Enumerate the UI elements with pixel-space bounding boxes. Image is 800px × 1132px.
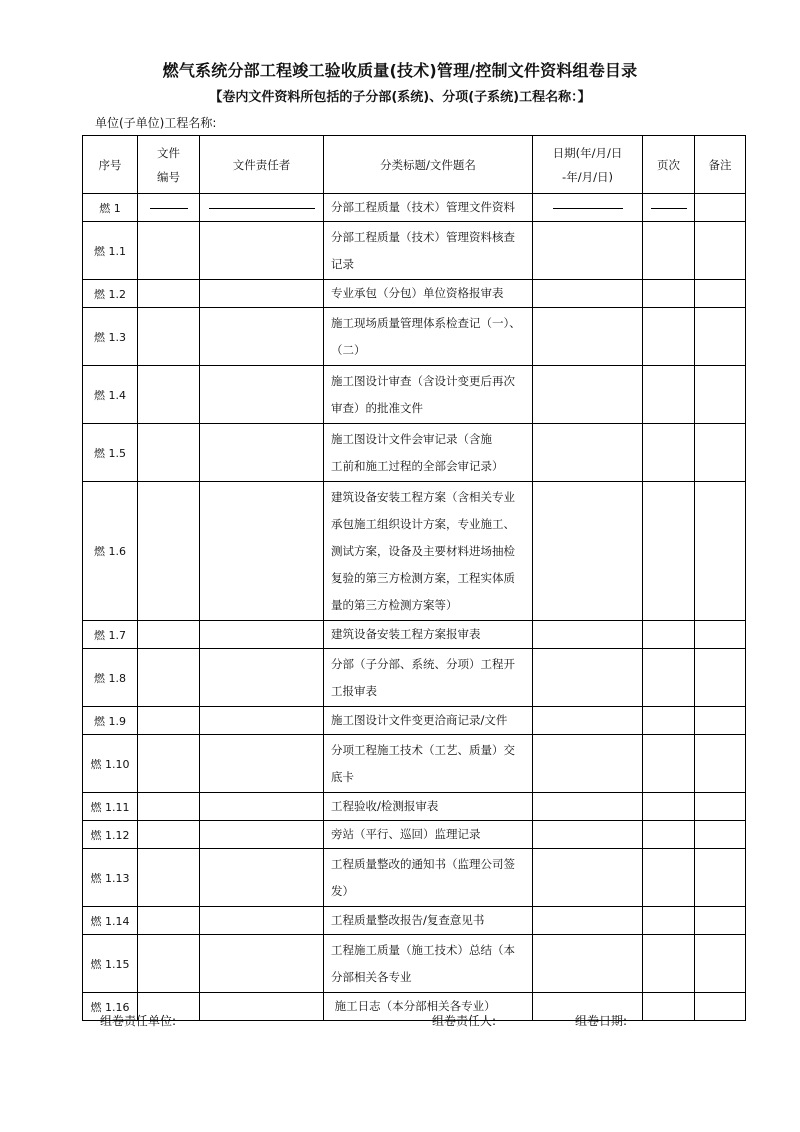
header-seq: 序号 (83, 136, 138, 194)
row-file-no (138, 194, 200, 222)
row-date (533, 935, 643, 993)
table-row (83, 621, 746, 649)
row-responsible (200, 366, 324, 424)
table-row (83, 707, 746, 735)
doc-title-line: 分部工程质量（技术）管理资料核查 (331, 229, 515, 244)
row-seq (83, 707, 138, 735)
doc-title-line: 建筑设备安装工程方案（含相关专业 (331, 489, 515, 504)
row-pages (643, 735, 695, 793)
row-file-no (138, 482, 200, 621)
doc-title-line: 工程质量整改报告/复查意见书 (331, 913, 485, 927)
row-seq (83, 424, 138, 482)
row-pages (643, 366, 695, 424)
doc-title-line: 发） (331, 883, 354, 898)
row-date (533, 707, 643, 735)
row-remarks (695, 621, 746, 649)
row-seq (83, 793, 138, 821)
row-date (533, 424, 643, 482)
row-pages (643, 907, 695, 935)
table-row (83, 308, 746, 366)
row-responsible (200, 194, 324, 222)
row-remarks (695, 308, 746, 366)
row-doc-title (324, 280, 533, 308)
row-date (533, 621, 643, 649)
table-row (83, 649, 746, 707)
doc-title-line: 分部（子分部、系统、分项）工程开 (331, 656, 515, 671)
row-pages (643, 482, 695, 621)
row-doc-title (324, 482, 533, 621)
row-seq-text: 燃 1 (99, 201, 121, 215)
table-row (83, 194, 746, 222)
row-date (533, 280, 643, 308)
row-pages (643, 222, 695, 280)
row-seq (83, 308, 138, 366)
row-pages (643, 649, 695, 707)
doc-title-line: 分部工程质量（技术）管理文件资料 (331, 200, 515, 214)
doc-title-line: 审查）的批准文件 (331, 400, 423, 415)
row-remarks (695, 907, 746, 935)
row-remarks (695, 194, 746, 222)
row-file-no (138, 793, 200, 821)
footer-date: 组卷日期: (575, 1014, 628, 1028)
row-seq (83, 849, 138, 907)
row-responsible (200, 907, 324, 935)
dash-line (553, 208, 623, 209)
row-doc-title (324, 621, 533, 649)
row-pages (643, 707, 695, 735)
row-responsible (200, 482, 324, 621)
table-row (83, 993, 746, 1021)
doc-title-line: 专业承包（分包）单位资格报审表 (331, 286, 504, 300)
row-file-no (138, 222, 200, 280)
row-seq-text: 燃 1.6 (94, 545, 126, 558)
header-file-no-line2: 编号 (157, 169, 180, 184)
row-remarks (695, 735, 746, 793)
row-seq (83, 735, 138, 793)
row-doc-title (324, 707, 533, 735)
header-date-line2: -年/月/日) (562, 169, 613, 184)
row-seq-text: 燃 1.12 (90, 828, 130, 842)
row-seq (83, 222, 138, 280)
doc-title-line: 测试方案，设备及主要材料进场抽检 (331, 543, 515, 558)
footer-responsible-unit: 组卷责任单位: (100, 1014, 177, 1028)
row-seq-text: 燃 1.15 (90, 957, 130, 971)
row-responsible (200, 735, 324, 793)
doc-title-line: 施工图设计审查（含设计变更后再次 (331, 373, 515, 388)
header-date (533, 136, 643, 194)
table-row (83, 793, 746, 821)
row-file-no (138, 735, 200, 793)
header-date-line1: 日期(年/月/日 (552, 145, 623, 160)
header-remarks: 备注 (695, 136, 746, 194)
doc-title-line: 工程施工质量（施工技术）总结（本 (331, 942, 515, 957)
row-remarks (695, 424, 746, 482)
row-date (533, 821, 643, 849)
dash-line (209, 208, 315, 209)
row-seq-text: 燃 1.2 (94, 287, 126, 301)
row-file-no (138, 280, 200, 308)
row-doc-title (324, 194, 533, 222)
row-responsible (200, 280, 324, 308)
row-seq-text: 燃 1.13 (90, 871, 130, 885)
row-doc-title (324, 993, 533, 1021)
row-doc-title (324, 935, 533, 993)
row-responsible (200, 222, 324, 280)
table-row (83, 482, 746, 621)
row-remarks (695, 649, 746, 707)
row-responsible (200, 935, 324, 993)
row-remarks (695, 366, 746, 424)
header-file-no-line1: 文件 (157, 145, 180, 160)
row-doc-title (324, 308, 533, 366)
doc-title-line: 分部相关各专业 (331, 969, 412, 984)
row-date (533, 482, 643, 621)
doc-title-line: 工前和施工过程的全部会审记录） (331, 458, 504, 473)
row-pages (643, 849, 695, 907)
row-pages (643, 621, 695, 649)
doc-title-line: 记录 (331, 256, 354, 271)
row-seq (83, 194, 138, 222)
table-row (83, 821, 746, 849)
row-pages (643, 194, 695, 222)
row-doc-title (324, 793, 533, 821)
row-seq (83, 907, 138, 935)
row-file-no (138, 649, 200, 707)
row-remarks (695, 280, 746, 308)
row-pages (643, 993, 695, 1021)
row-pages (643, 308, 695, 366)
row-file-no (138, 707, 200, 735)
doc-title-line: 复验的第三方检测方案，工程实体质 (331, 570, 515, 585)
table-row (83, 424, 746, 482)
table-row (83, 849, 746, 907)
row-doc-title (324, 222, 533, 280)
row-doc-title (324, 366, 533, 424)
table-row (83, 935, 746, 993)
row-seq (83, 935, 138, 993)
row-remarks (695, 849, 746, 907)
row-remarks (695, 482, 746, 621)
table-header-row (83, 136, 746, 194)
row-file-no (138, 308, 200, 366)
row-doc-title (324, 849, 533, 907)
row-responsible (200, 849, 324, 907)
row-responsible (200, 649, 324, 707)
doc-title-line: 工程验收/检测报审表 (331, 799, 439, 813)
row-doc-title (324, 649, 533, 707)
document-subtitle: 【卷内文件资料所包括的子分部(系统)、分项(子系统)工程名称：】 (209, 90, 591, 105)
catalog-table (82, 135, 746, 1021)
row-date (533, 793, 643, 821)
unit-project-name-label: 单位(子单位)工程名称: (95, 116, 217, 130)
table-row (83, 735, 746, 793)
row-doc-title (324, 907, 533, 935)
row-file-no (138, 621, 200, 649)
document-title: 燃气系统分部工程竣工验收质量(技术)管理/控制文件资料组卷目录 (162, 61, 638, 80)
row-remarks (695, 222, 746, 280)
row-seq-text: 燃 1.4 (94, 388, 126, 402)
row-responsible (200, 424, 324, 482)
doc-title-line: 施工现场质量管理体系检查记（一）、 (331, 315, 521, 330)
row-date (533, 366, 643, 424)
row-responsible (200, 821, 324, 849)
row-remarks (695, 793, 746, 821)
row-seq (83, 366, 138, 424)
row-responsible (200, 621, 324, 649)
row-pages (643, 935, 695, 993)
row-seq (83, 821, 138, 849)
row-date (533, 308, 643, 366)
row-seq (83, 482, 138, 621)
row-date (533, 194, 643, 222)
row-file-no (138, 366, 200, 424)
table-row (83, 366, 746, 424)
row-seq (83, 649, 138, 707)
row-remarks (695, 821, 746, 849)
header-responsible: 文件责任者 (200, 136, 324, 194)
row-pages (643, 424, 695, 482)
dash-line (651, 208, 687, 209)
row-doc-title (324, 424, 533, 482)
doc-title-line: 施工图设计文件会审记录（含施 (331, 431, 492, 446)
row-remarks (695, 707, 746, 735)
header-pages: 页次 (643, 136, 695, 194)
row-seq-text: 燃 1.3 (94, 330, 126, 344)
doc-title-line: 工程质量整改的通知书（监理公司签 (331, 856, 515, 871)
row-file-no (138, 935, 200, 993)
row-seq-text: 燃 1.1 (94, 244, 126, 258)
doc-title-line: 工报审表 (331, 683, 377, 698)
row-file-no (138, 849, 200, 907)
header-doc-title: 分类标题/文件题名 (324, 136, 533, 194)
catalog-body (83, 194, 746, 1021)
doc-title-line: 旁站（平行、巡回）监理记录 (331, 827, 481, 841)
row-date (533, 735, 643, 793)
doc-title-line: 分项工程施工技术（工艺、质量）交 (331, 742, 515, 757)
row-date (533, 222, 643, 280)
row-responsible (200, 993, 324, 1021)
doc-title-line: （二） (331, 342, 366, 357)
row-remarks (695, 935, 746, 993)
row-seq-text: 燃 1.8 (94, 671, 126, 685)
row-responsible (200, 793, 324, 821)
row-file-no (138, 821, 200, 849)
header-file-no (138, 136, 200, 194)
row-responsible (200, 707, 324, 735)
row-seq (83, 621, 138, 649)
row-remarks (695, 993, 746, 1021)
dash-line (150, 208, 188, 209)
row-pages (643, 280, 695, 308)
row-doc-title (324, 735, 533, 793)
row-date (533, 849, 643, 907)
doc-title-line: 量的第三方检测方案等） (331, 597, 458, 612)
table-row (83, 280, 746, 308)
row-file-no (138, 424, 200, 482)
row-seq-text: 燃 1.9 (94, 714, 126, 728)
row-seq-text: 燃 1.5 (94, 446, 126, 460)
row-pages (643, 793, 695, 821)
row-seq-text: 燃 1.16 (90, 1000, 130, 1014)
doc-title-line: 施工图设计文件变更洽商记录/文件 (331, 713, 508, 727)
table-row (83, 222, 746, 280)
row-responsible (200, 308, 324, 366)
doc-title-line: 底卡 (331, 769, 354, 784)
row-seq-text: 燃 1.11 (90, 800, 130, 814)
table-row (83, 907, 746, 935)
row-date (533, 907, 643, 935)
row-seq (83, 280, 138, 308)
row-seq-text: 燃 1.7 (94, 628, 126, 642)
row-doc-title (324, 821, 533, 849)
doc-title-line: 施工日志（本分部相关各专业） (331, 999, 496, 1013)
row-seq-text: 燃 1.10 (90, 757, 130, 771)
row-date (533, 649, 643, 707)
row-pages (643, 821, 695, 849)
row-seq-text: 燃 1.14 (90, 914, 130, 928)
doc-title-line: 建筑设备安装工程方案报审表 (331, 627, 481, 641)
row-file-no (138, 907, 200, 935)
footer-responsible-person: 组卷责任人: (432, 1014, 497, 1028)
doc-title-line: 承包施工组织设计方案，专业施工、 (331, 516, 515, 531)
